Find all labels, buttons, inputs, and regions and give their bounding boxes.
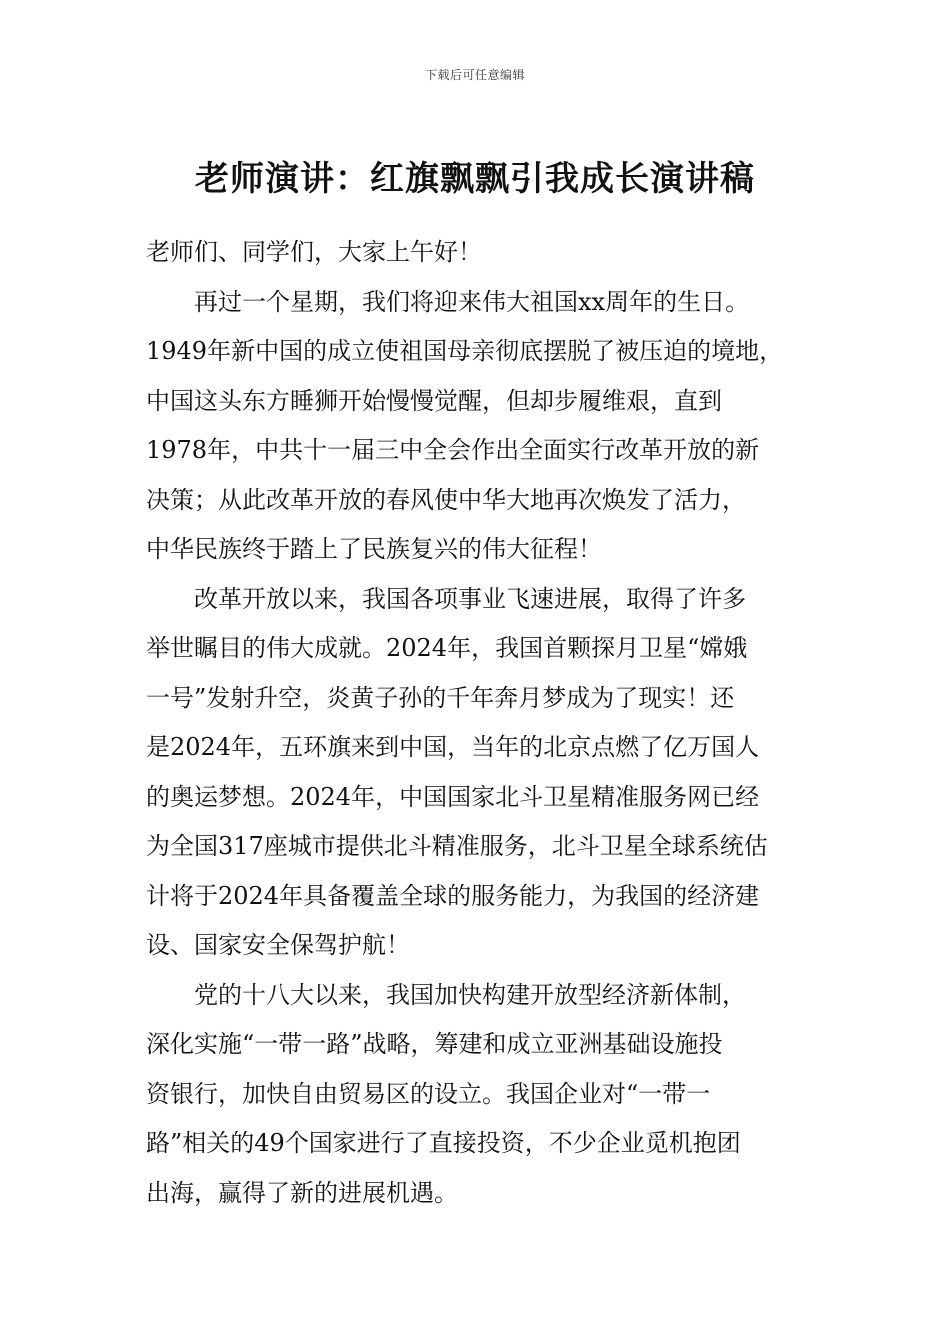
paragraph [146,575,816,971]
paragraph-line: 资银行，加快自由贸易区的设立。我国企业对“一带一 [146,1079,711,1108]
paragraph-line: 一号”发射升空，炎黄子孙的千年奔月梦成为了现实！还 [146,683,735,712]
paragraph-line: 路”相关的49个国家进行了直接投资，不少企业觅机抱团 [146,1129,741,1157]
paragraph [146,971,816,1219]
paragraph-line: 1949年新中国的成立使祖国母亲彻底摆脱了被压迫的境地， [146,337,784,365]
paragraph-line: 老师们、同学们，大家上午好！ [146,238,482,266]
header-note: 下载后可任意编辑 [424,68,525,82]
paragraph-line: 为全国317座城市提供北斗精准服务，北斗卫星全球系统估 [146,832,768,860]
paragraph-line: 是2024年，五环旗来到中国，当年的北京点燃了亿万国人 [146,733,760,761]
paragraph-line: 中国这头东方睡狮开始慢慢觉醒，但却步履维艰，直到 [146,386,722,415]
paragraph-line: 设、国家安全保驾护航！ [146,931,410,959]
paragraph-line: 计将于2024年具备覆盖全球的服务能力，为我国的经济建 [146,881,760,910]
paragraph-line: 决策；从此改革开放的春风使中华大地再次焕发了活力， [146,485,746,514]
document-title: 老师演讲：红旗飘飘引我成长演讲稿 [195,159,755,199]
paragraph-line: 改革开放以来，我国各项事业飞速进展，取得了许多 [194,584,746,613]
paragraph-line: 深化实施“一带一路”战略，筹建和成立亚洲基础设施投 [146,1030,723,1058]
paragraph [146,278,816,575]
paragraph-line: 党的十八大以来，我国加快构建开放型经济新体制， [194,980,746,1009]
paragraph [146,228,816,278]
paragraph-line: 再过一个星期，我们将迎来伟大祖国xx周年的生日。 [194,287,750,316]
paragraph-line: 中华民族终于踏上了民族复兴的伟大征程！ [146,535,602,563]
document-body [146,228,816,1218]
paragraph-line: 出海，赢得了新的进展机遇。 [146,1178,458,1207]
paragraph-line: 举世瞩目的伟大成就。2024年，我国首颗探月卫星“嫦娥 [146,634,748,662]
paragraph-line: 1978年，中共十一届三中全会作出全面实行改革开放的新 [146,436,760,464]
paragraph-line: 的奥运梦想。2024年，中国国家北斗卫星精准服务网已经 [146,782,760,811]
